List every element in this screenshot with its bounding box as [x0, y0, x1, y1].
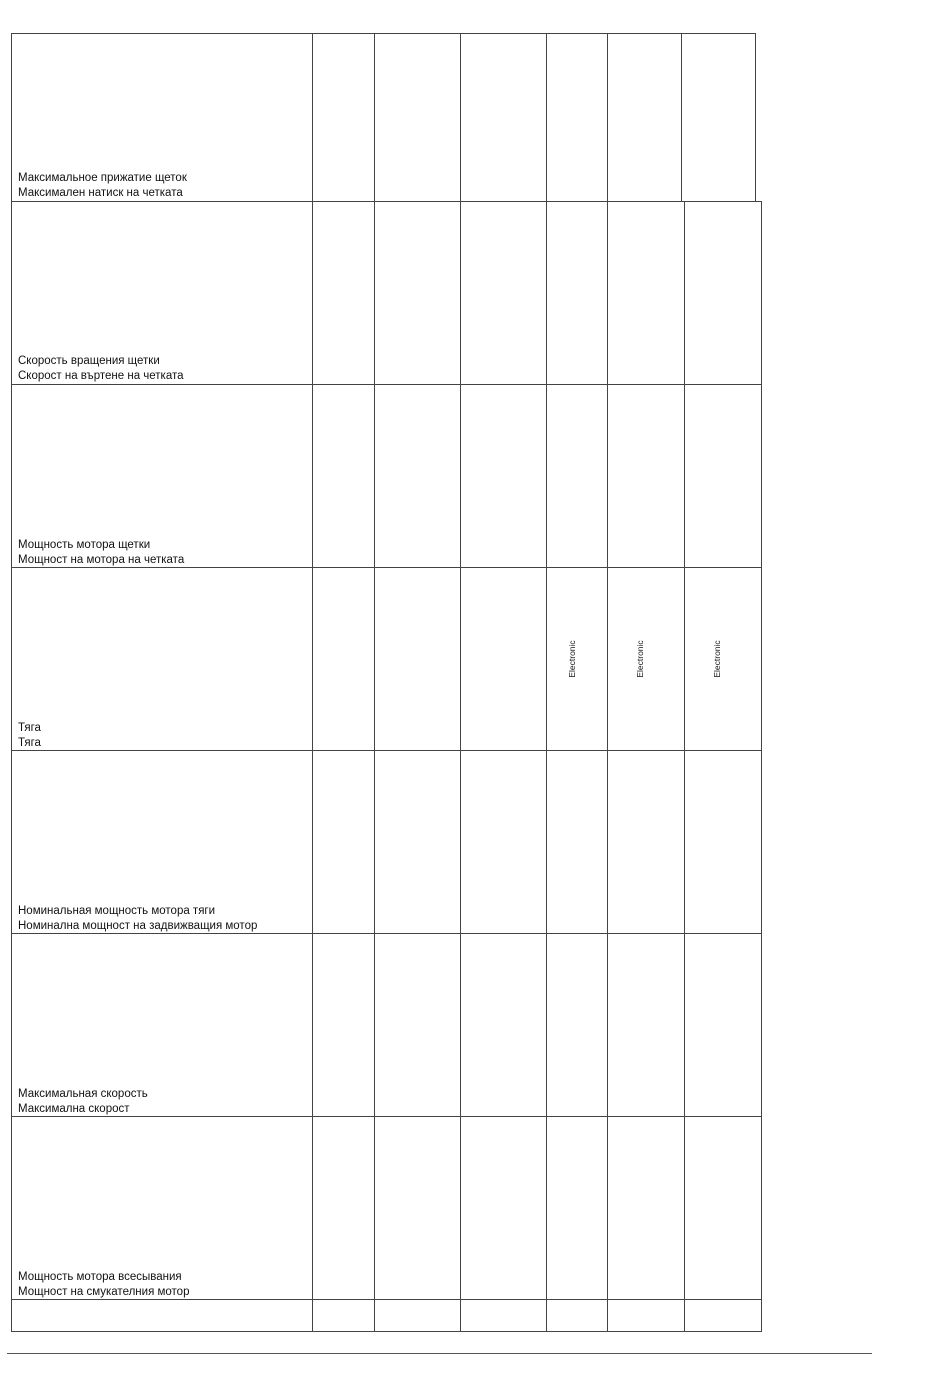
label-bg: Мощност на мотора на четката: [18, 554, 185, 566]
row-border: [11, 33, 755, 34]
col-border: [607, 33, 608, 1332]
label-bg: Номинална мощност на задвижващия мотор: [18, 920, 258, 932]
row-label: [18, 171, 187, 201]
row-label: [18, 721, 41, 751]
label-ru: Мощность мотора щетки: [18, 539, 151, 551]
footer-divider: [7, 1353, 872, 1354]
col-border: [312, 33, 313, 1332]
label-bg: Скорост на въртене на четката: [18, 370, 184, 382]
label-ru: Максимальная скорость: [18, 1088, 148, 1100]
col-border: [681, 33, 682, 201]
row-border: [11, 1331, 761, 1332]
cell-value: Electronic: [635, 640, 645, 678]
row-label: [18, 904, 257, 934]
row-label: [18, 354, 184, 384]
col-border: [755, 33, 756, 201]
col-border: [374, 33, 375, 1332]
label-bg: Максимален натиск на четката: [18, 187, 183, 199]
col-border: [684, 201, 685, 1332]
label-ru: Тяга: [18, 722, 41, 734]
label-ru: Скорость вращения щетки: [18, 355, 160, 367]
label-bg: Тяга: [18, 737, 41, 749]
row-label: [18, 1270, 189, 1300]
col-border: [460, 33, 461, 1332]
col-border: [11, 33, 12, 1332]
row-border: [11, 750, 761, 751]
label-ru: Максимальное прижатие щеток: [18, 172, 187, 184]
row-label: [18, 1087, 148, 1117]
label-bg: Максимална скорост: [18, 1103, 130, 1115]
label-bg: Мощност на смукателния мотор: [18, 1286, 190, 1298]
col-border: [546, 33, 547, 1332]
row-label: [18, 538, 184, 568]
label-ru: Номинальная мощность мотора тяги: [18, 905, 216, 917]
label-ru: Мощность мотора всесывания: [18, 1271, 182, 1283]
cell-value: Electronic: [567, 640, 577, 678]
col-border: [761, 201, 762, 1332]
row-border: [11, 384, 761, 385]
cell-value: Electronic: [712, 640, 722, 678]
row-border: [11, 201, 761, 202]
